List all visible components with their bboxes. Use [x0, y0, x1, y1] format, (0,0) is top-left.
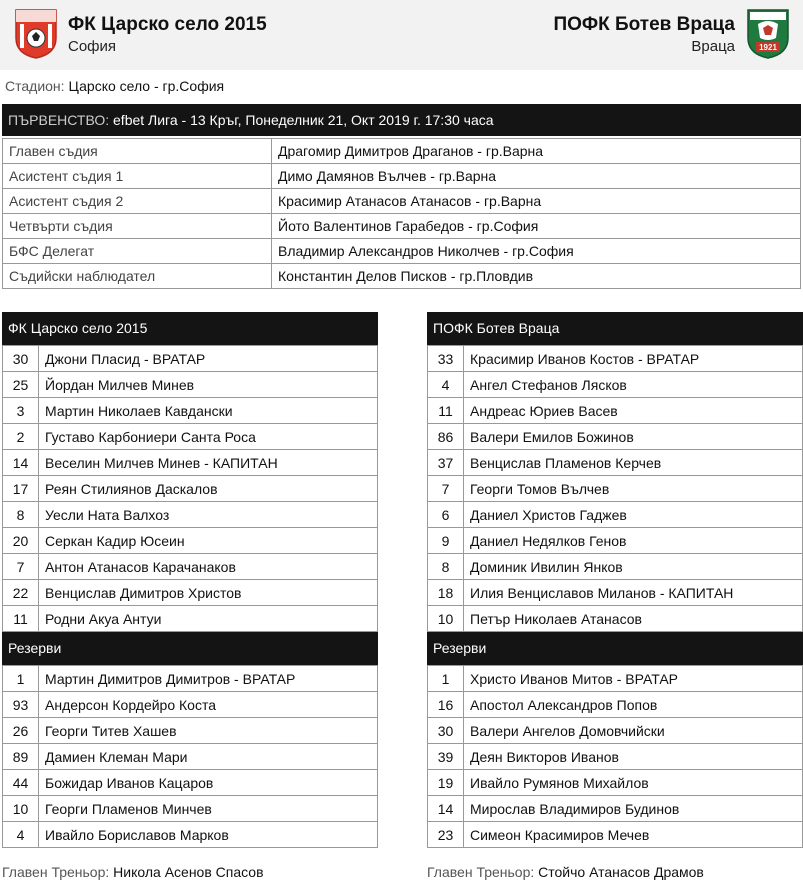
- table-row: [3, 822, 378, 848]
- home-team-name[interactable]: ФК Царско село 2015: [68, 14, 267, 35]
- player-name[interactable]: Венцислав Димитров Христов: [39, 580, 378, 606]
- player-name[interactable]: Георги Пламенов Минчев: [39, 796, 378, 822]
- table-row: [3, 796, 378, 822]
- table-row: [3, 528, 378, 554]
- match-info-bar: [2, 104, 801, 136]
- table-row: [428, 398, 803, 424]
- player-number: 11: [3, 606, 39, 632]
- officials-table: [2, 138, 801, 289]
- table-row: [3, 346, 378, 372]
- official-name: Драгомир Димитров Драганов - гр.Варна: [272, 139, 801, 164]
- player-number: 2: [3, 424, 39, 450]
- player-name[interactable]: Родни Акуа Антуи: [39, 606, 378, 632]
- player-name[interactable]: Антон Атанасов Карачанаков: [39, 554, 378, 580]
- player-number: 22: [3, 580, 39, 606]
- table-row: [428, 476, 803, 502]
- table-row: [428, 822, 803, 848]
- away-coach-name: Стойчо Атанасов Драмов: [538, 864, 704, 880]
- official-role: Асистент съдия 1: [3, 164, 272, 189]
- home-coach: [2, 864, 264, 880]
- official-role: Съдийски наблюдател: [3, 264, 272, 289]
- player-name[interactable]: Георги Титев Хашев: [39, 718, 378, 744]
- home-lineup: [2, 312, 378, 848]
- official-role: БФС Делегат: [3, 239, 272, 264]
- away-starters-table: [427, 345, 803, 632]
- home-coach-label: Главен Треньор:: [2, 864, 110, 880]
- table-row: [428, 502, 803, 528]
- player-name[interactable]: Валери Ангелов Домовчийски: [464, 718, 803, 744]
- table-row: [3, 424, 378, 450]
- table-row: [428, 346, 803, 372]
- player-name[interactable]: Дамиен Клеман Мари: [39, 744, 378, 770]
- table-row: [3, 744, 378, 770]
- official-role: Асистент съдия 2: [3, 189, 272, 214]
- home-team-city: София: [68, 38, 117, 55]
- player-number: 17: [3, 476, 39, 502]
- home-starters-table: [2, 345, 378, 632]
- player-name[interactable]: Густаво Карбониери Санта Роса: [39, 424, 378, 450]
- stadium-info: [5, 78, 224, 94]
- table-row: [428, 718, 803, 744]
- stadium-value: Царско село - гр.София: [68, 78, 225, 94]
- player-name[interactable]: Георги Томов Вълчев: [464, 476, 803, 502]
- player-number: 30: [428, 718, 464, 744]
- table-row: [3, 666, 378, 692]
- official-role: Четвърти съдия: [3, 214, 272, 239]
- stadium-label: Стадион:: [5, 78, 65, 94]
- away-team-city: Враца: [691, 38, 735, 55]
- player-name[interactable]: Божидар Иванов Кацаров: [39, 770, 378, 796]
- player-number: 8: [3, 502, 39, 528]
- player-number: 23: [428, 822, 464, 848]
- player-name[interactable]: Уесли Ната Валхоз: [39, 502, 378, 528]
- player-number: 19: [428, 770, 464, 796]
- home-reserves-title: Резерви: [2, 632, 378, 665]
- table-row: [3, 606, 378, 632]
- away-team-crest-icon[interactable]: [746, 8, 790, 60]
- player-name[interactable]: Деян Викторов Иванов: [464, 744, 803, 770]
- away-reserves-title: Резерви: [427, 632, 803, 665]
- table-row: [3, 450, 378, 476]
- player-name[interactable]: Ивайло Бориславов Марков: [39, 822, 378, 848]
- table-row: [3, 239, 801, 264]
- player-name[interactable]: Петър Николаев Атанасов: [464, 606, 803, 632]
- player-name[interactable]: Красимир Иванов Костов - ВРАТАР: [464, 346, 803, 372]
- table-row: [3, 139, 801, 164]
- table-row: [428, 744, 803, 770]
- table-row: [3, 189, 801, 214]
- table-row: [3, 692, 378, 718]
- player-number: 10: [3, 796, 39, 822]
- player-name[interactable]: Йордан Милчев Минев: [39, 372, 378, 398]
- official-name: Владимир Александров Николчев - гр.София: [272, 239, 801, 264]
- table-row: [3, 398, 378, 424]
- away-crest-year: 1921: [759, 43, 777, 52]
- player-number: 89: [3, 744, 39, 770]
- official-name: Константин Делов Писков - гр.Пловдив: [272, 264, 801, 289]
- player-name[interactable]: Ангел Стефанов Лясков: [464, 372, 803, 398]
- player-name[interactable]: Илия Венциславов Миланов - КАПИТАН: [464, 580, 803, 606]
- player-number: 1: [3, 666, 39, 692]
- table-row: [428, 666, 803, 692]
- away-reserves-table: [427, 665, 803, 848]
- home-team-crest-icon[interactable]: [14, 8, 58, 60]
- player-name[interactable]: Андреас Юриев Васев: [464, 398, 803, 424]
- player-name[interactable]: Веселин Милчев Минев - КАПИТАН: [39, 450, 378, 476]
- player-number: 86: [428, 424, 464, 450]
- player-number: 30: [3, 346, 39, 372]
- player-number: 11: [428, 398, 464, 424]
- player-name[interactable]: Даниел Недялков Генов: [464, 528, 803, 554]
- away-lineup-title: ПОФК Ботев Враца: [427, 312, 803, 345]
- table-row: [428, 606, 803, 632]
- player-number: 33: [428, 346, 464, 372]
- table-row: [3, 372, 378, 398]
- away-coach-label: Главен Треньор:: [427, 864, 535, 880]
- official-name: Красимир Атанасов Атанасов - гр.Варна: [272, 189, 801, 214]
- player-name[interactable]: Христо Иванов Митов - ВРАТАР: [464, 666, 803, 692]
- table-row: [3, 214, 801, 239]
- player-name[interactable]: Ивайло Румянов Михайлов: [464, 770, 803, 796]
- table-row: [3, 580, 378, 606]
- player-number: 7: [3, 554, 39, 580]
- home-reserves-table: [2, 665, 378, 848]
- player-number: 16: [428, 692, 464, 718]
- table-row: [428, 450, 803, 476]
- player-name[interactable]: Апостол Александров Попов: [464, 692, 803, 718]
- table-row: [3, 164, 801, 189]
- player-name[interactable]: Джони Пласид - ВРАТАР: [39, 346, 378, 372]
- table-row: [428, 528, 803, 554]
- away-coach: [427, 864, 704, 880]
- official-name: Йото Валентинов Гарабедов - гр.София: [272, 214, 801, 239]
- official-role: Главен съдия: [3, 139, 272, 164]
- table-row: [428, 554, 803, 580]
- table-row: [428, 692, 803, 718]
- player-number: 18: [428, 580, 464, 606]
- home-coach-name: Никола Асенов Спасов: [113, 864, 264, 880]
- player-number: 7: [428, 476, 464, 502]
- player-number: 39: [428, 744, 464, 770]
- match-details[interactable]: efbet Лига - 13 Кръг, Понеделник 21, Окт 2019 г. 17:30 часа: [113, 112, 494, 128]
- player-name[interactable]: Венцислав Пламенов Керчев: [464, 450, 803, 476]
- home-lineup-title: ФК Царско село 2015: [2, 312, 378, 345]
- player-number: 93: [3, 692, 39, 718]
- table-row: [428, 424, 803, 450]
- player-number: 25: [3, 372, 39, 398]
- away-team-name[interactable]: ПОФК Ботев Враца: [553, 14, 735, 35]
- player-number: 8: [428, 554, 464, 580]
- player-name[interactable]: Реян Стилиянов Даскалов: [39, 476, 378, 502]
- player-name[interactable]: Мартин Димитров Димитров - ВРАТАР: [39, 666, 378, 692]
- table-row: [3, 264, 801, 289]
- table-row: [3, 770, 378, 796]
- player-number: 6: [428, 502, 464, 528]
- player-name[interactable]: Андерсон Кордейро Коста: [39, 692, 378, 718]
- player-number: 4: [428, 372, 464, 398]
- player-name[interactable]: Серкан Кадир Юсеин: [39, 528, 378, 554]
- player-name[interactable]: Мартин Николаев Кавдански: [39, 398, 378, 424]
- player-name[interactable]: Доминик Ивилин Янков: [464, 554, 803, 580]
- player-name[interactable]: Даниел Христов Гаджев: [464, 502, 803, 528]
- championship-label: ПЪРВЕНСТВО:: [8, 112, 110, 128]
- player-name[interactable]: Мирослав Владимиров Будинов: [464, 796, 803, 822]
- player-number: 20: [3, 528, 39, 554]
- player-number: 14: [3, 450, 39, 476]
- player-number: 37: [428, 450, 464, 476]
- player-number: 3: [3, 398, 39, 424]
- player-number: 10: [428, 606, 464, 632]
- player-number: 44: [3, 770, 39, 796]
- player-number: 4: [3, 822, 39, 848]
- table-row: [3, 718, 378, 744]
- table-row: [3, 502, 378, 528]
- table-row: [428, 796, 803, 822]
- match-header: [0, 0, 803, 70]
- official-name: Димо Дамянов Вълчев - гр.Варна: [272, 164, 801, 189]
- table-row: [428, 372, 803, 398]
- table-row: [3, 554, 378, 580]
- player-number: 14: [428, 796, 464, 822]
- player-name[interactable]: Симеон Красимиров Мечев: [464, 822, 803, 848]
- player-number: 9: [428, 528, 464, 554]
- player-number: 1: [428, 666, 464, 692]
- player-number: 26: [3, 718, 39, 744]
- table-row: [428, 770, 803, 796]
- player-name[interactable]: Валери Емилов Божинов: [464, 424, 803, 450]
- away-lineup: [427, 312, 803, 848]
- table-row: [428, 580, 803, 606]
- table-row: [3, 476, 378, 502]
